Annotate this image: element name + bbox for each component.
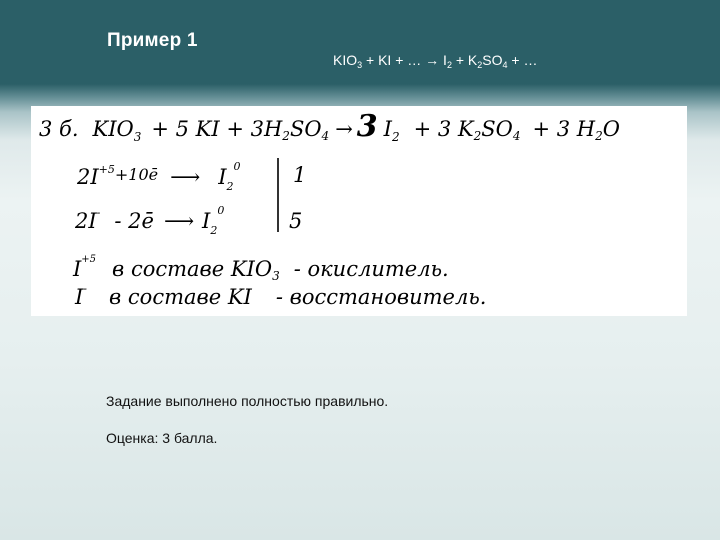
hw-sub: 2 [391, 130, 400, 144]
hw-sub: 2 [595, 129, 603, 143]
hw-text: I [218, 165, 227, 189]
hw-text: + 3 H [532, 117, 596, 141]
hw-sub: 4 [512, 129, 521, 143]
handwritten-solution [31, 106, 687, 316]
eq-part: + K [451, 52, 478, 68]
hw-coef: 3 [356, 109, 378, 144]
hw-factor: 1 [293, 163, 307, 187]
slide-title: Пример 1 [107, 30, 198, 51]
hw-sub: 3 [133, 130, 142, 144]
hw-text: 2I [75, 209, 97, 233]
hw-sub: 2 [473, 129, 482, 143]
hw-text: O [602, 117, 620, 141]
eq-sub: 2 [477, 60, 483, 70]
grade-text: Оценка: 3 балла. [106, 430, 218, 446]
hw-arrow: ⟶ [163, 209, 195, 233]
hw-text: + 3 K [413, 117, 474, 141]
hw-line-1 [39, 109, 620, 144]
eq-sub: 4 [502, 60, 508, 70]
hw-sup: 0 [233, 160, 241, 173]
hw-text: SO [481, 117, 513, 141]
hw-text: I [73, 257, 82, 281]
hw-sub: 3 [272, 269, 280, 283]
result-text: Задание выполнено полностью правильно. [106, 393, 389, 409]
hw-text: I [75, 285, 84, 309]
hw-line-3 [74, 204, 224, 237]
hw-text: SO [289, 117, 322, 141]
hw-line-5 [74, 282, 486, 309]
hw-sub: 2 [210, 224, 218, 237]
hw-text: - восстановитель. [275, 285, 487, 309]
hw-text: + 5 KI + 3H [151, 117, 283, 141]
hw-sup: 0 [217, 204, 225, 217]
eq-sub: 3 [357, 60, 363, 70]
eq-sub: 2 [446, 60, 452, 70]
reaction-scheme [333, 52, 538, 68]
hw-arrow: → [335, 117, 353, 141]
hw-sub: 2 [226, 180, 234, 193]
hw-text: 3 б. [39, 117, 79, 141]
hw-line-2 [76, 160, 241, 193]
hw-text: в составе KIO [112, 257, 273, 281]
hw-text: - 2ē [114, 209, 154, 233]
hw-arrow: ⟶ [170, 165, 201, 189]
hw-text: +10ē [114, 165, 159, 184]
hw-sub: 4 [321, 129, 330, 143]
hw-text: - окислитель. [293, 257, 449, 281]
hw-text: I [202, 209, 211, 233]
hw-sup: - [96, 206, 101, 219]
eq-part: KIO [333, 52, 358, 68]
hw-factor: 5 [289, 209, 303, 233]
eq-part: SO [482, 52, 503, 68]
hw-text: 2I [77, 165, 99, 189]
hw-sub: 2 [282, 129, 290, 143]
hw-sup: +5 [81, 254, 97, 265]
hw-sup: - [83, 282, 88, 295]
eq-part: + KI + … → I [362, 52, 447, 68]
eq-part: + … [507, 52, 538, 68]
hw-sup: +5 [98, 163, 115, 176]
hw-text: в составе KI [109, 285, 252, 309]
hw-text: KIO [92, 117, 134, 141]
hw-text: I [383, 117, 392, 141]
hw-line-4 [72, 254, 449, 283]
